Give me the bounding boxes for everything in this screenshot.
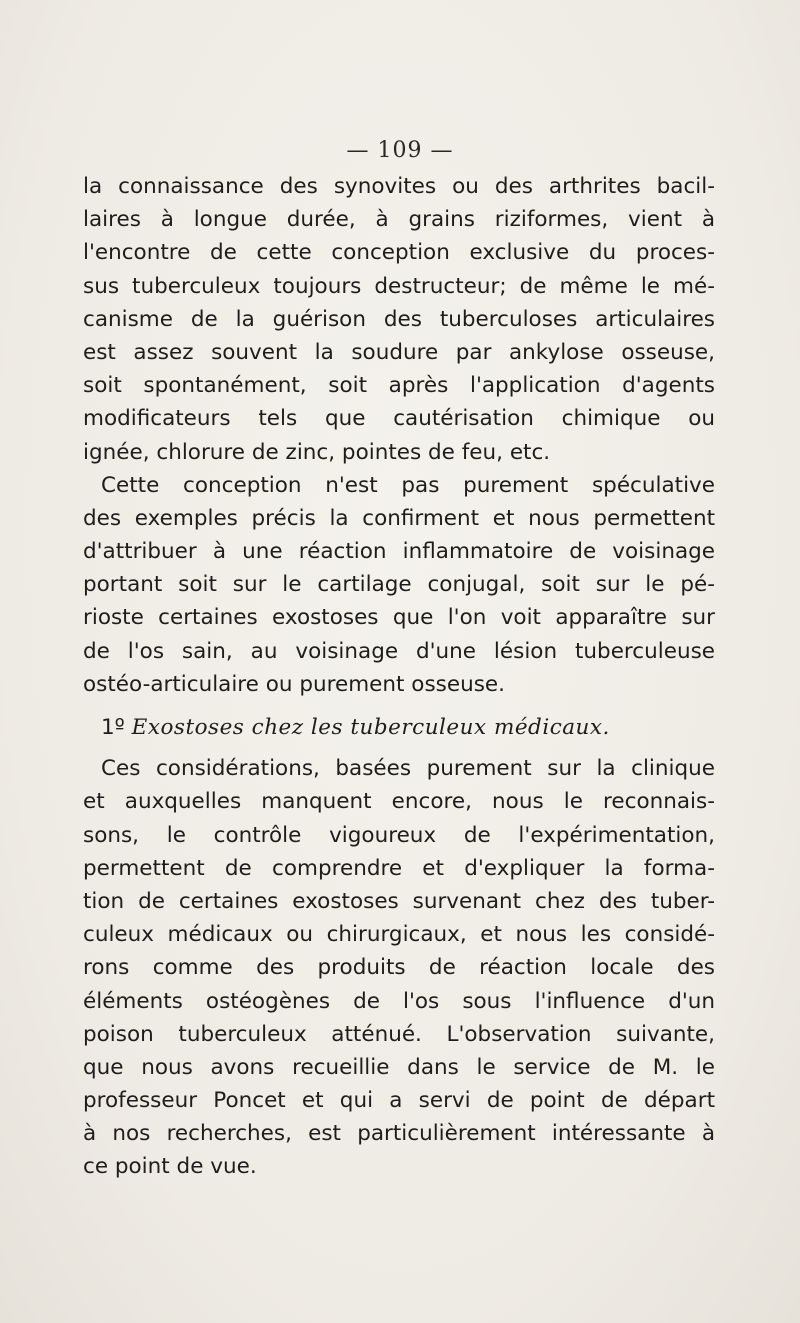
text-line: de l'os sain, au voisinage d'une lésion tuberculeuse [83, 638, 715, 664]
text-line: tion de certaines exostoses survenant chez des tuber- [83, 888, 715, 914]
text-line: rons comme des produits de réaction locale des [83, 955, 715, 981]
paragraph-1 [83, 170, 715, 469]
text-line: ce point de vue. [83, 1154, 257, 1180]
text-line: poison tuberculeux atténué. L'observation suivante, [83, 1021, 715, 1047]
text-line: modificateurs tels que cautérisation chimique ou [83, 406, 715, 432]
text-line: canisme de la guérison des tuberculoses articulaires [83, 306, 715, 332]
text-line: professeur Poncet et qui a servi de point de départ [83, 1088, 715, 1114]
text-line: rioste certaines exostoses que l'on voit apparaître sur [83, 605, 715, 631]
text-line: Cette conception n'est pas purement spéculative [101, 472, 715, 498]
paragraph-2 [83, 469, 715, 701]
text-line: l'encontre de cette conception exclusive du proces- [83, 240, 715, 266]
body-text [83, 170, 715, 1184]
text-line: est assez souvent la soudure par ankylose osseuse, [83, 339, 715, 365]
text-line: et auxquelles manquent encore, nous le reconnais- [83, 789, 715, 815]
text-line: portant soit sur le cartilage conjugal, soit sur le pé- [83, 572, 715, 598]
text-line: ostéo-articulaire ou purement osseuse. [83, 671, 505, 697]
text-line: d'attribuer à une réaction inflammatoire de voisinage [83, 539, 715, 565]
text-line: laires à longue durée, à grains riziformes, vient à [83, 207, 715, 233]
text-line: sus tuberculeux toujours destructeur; de même le mé- [83, 273, 715, 299]
page-number: — 109 — [346, 138, 454, 163]
text-line: Ces considérations, basées purement sur la clinique [101, 756, 715, 782]
paragraph-3 [83, 752, 715, 1183]
section-heading [83, 711, 715, 744]
text-line: que nous avons recueillie dans le service de M. le [83, 1054, 715, 1080]
text-line: des exemples précis la confirment et nous permettent [83, 505, 715, 531]
section-title: Exostoses chez les tuberculeux médicaux. [131, 715, 610, 740]
text-line: ignée, chlorure de zinc, pointes de feu, etc. [83, 439, 551, 465]
text-line: culeux médicaux ou chirurgicaux, et nous les considé- [83, 922, 715, 948]
section-number: 1º [101, 715, 125, 740]
text-line: permettent de comprendre et d'expliquer la forma- [83, 855, 715, 881]
text-line: éléments ostéogènes de l'os sous l'influence d'un [83, 988, 715, 1014]
text-line: sons, le contrôle vigoureux de l'expérimentation, [83, 822, 715, 848]
text-line: à nos recherches, est particulièrement intéressante à [83, 1121, 715, 1147]
text-line: soit spontanément, soit après l'application d'agents [83, 373, 715, 399]
text-line: la connaissance des synovites ou des arthrites bacil- [83, 174, 715, 199]
